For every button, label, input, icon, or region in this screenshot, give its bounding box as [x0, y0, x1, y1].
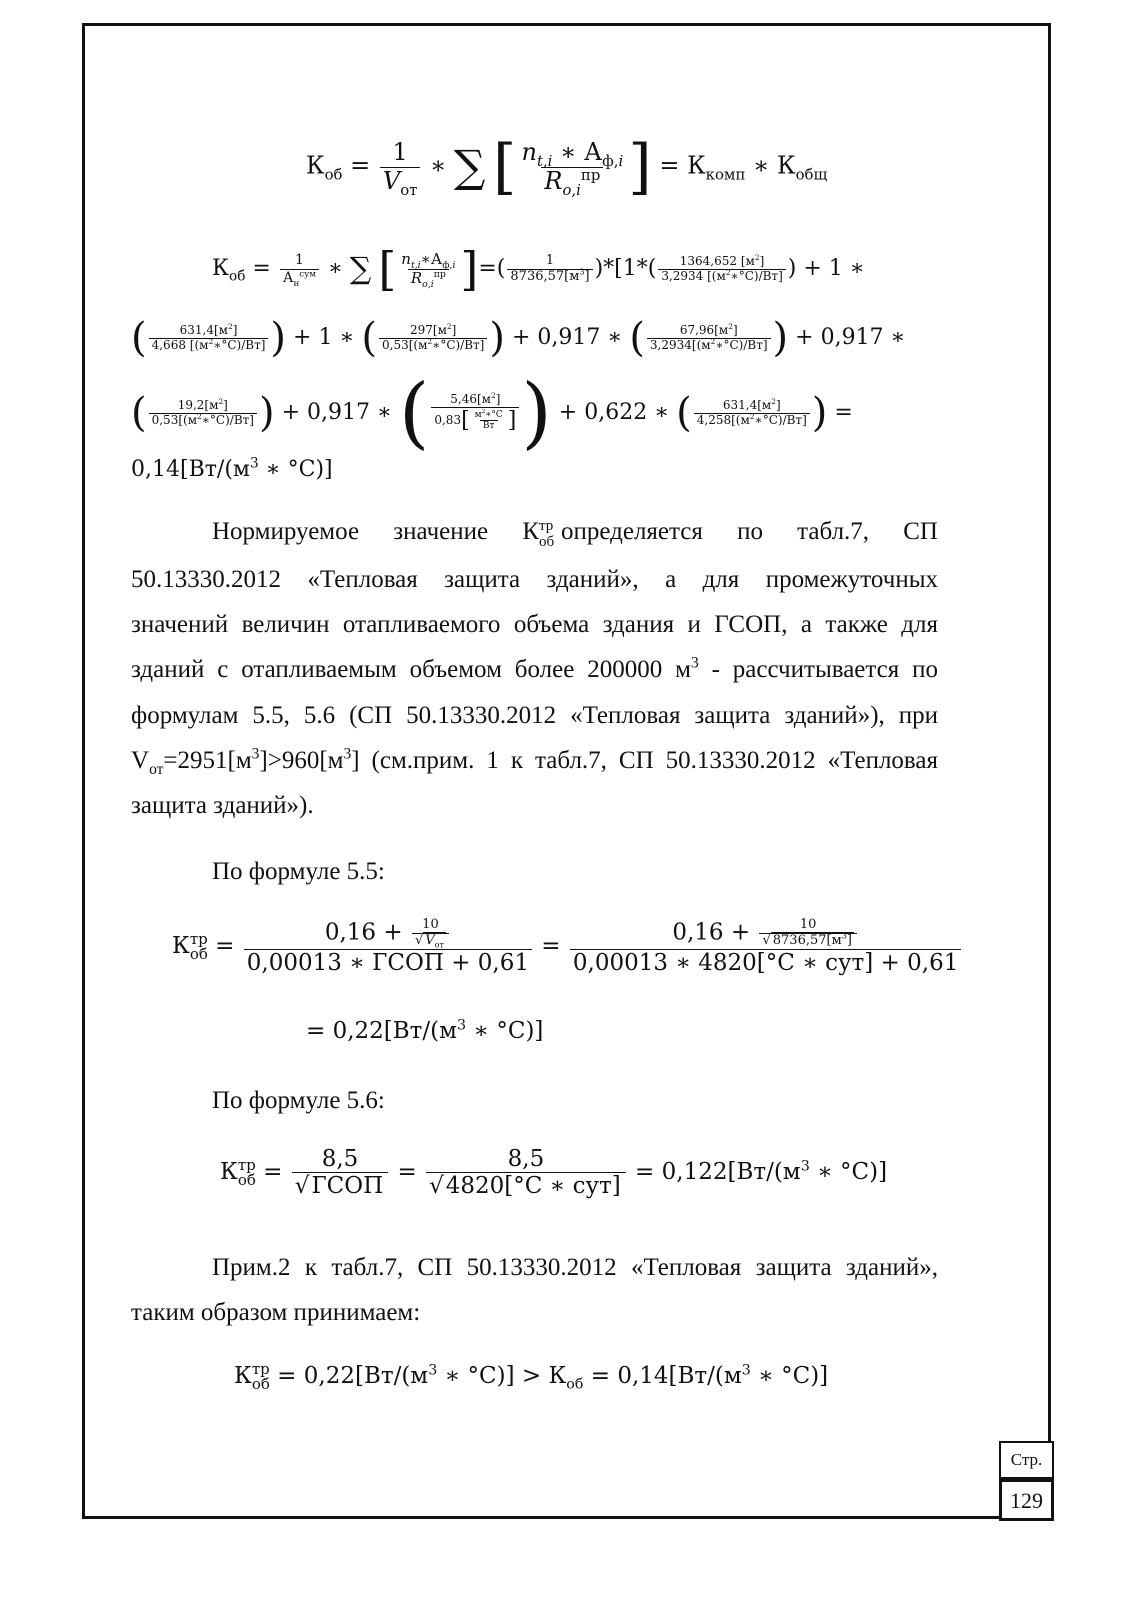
page-label-box [999, 1441, 1054, 1479]
paragraph-1-line-3: значений величин отапливаемого объема здания и ГСОП, а также для [131, 611, 938, 638]
formula-k-ob-calculation-line-2: ( $\frac{631,4[м^2]}{4,668 [(м^2∗^\circ С)/Вт]}$ ) + 1 ∗ ( $\frac{297[м^2]}{0,53[(м^2∗^\circ С)/Вт]}$ ) + 0,917 ∗ ( $\frac{67,96[м^2]}{3,2934[(м^2∗^\circ С)/Вт]}$ ) + 0,917 ∗ [131, 315, 906, 361]
formula-k-ob-calculation-line-1: $К_{об}$ = $\frac{1}{А_н^{сум}}$ ∗ ∑ [ $\frac{n_{t,i}∗А_{ф,i}}{R_{o,i}^{пр}}$ ]=( $\frac{1}{8736,57[м^3]}$ )*[1*( $\frac{1364,652 [м^2]}{3,2934 [(м^2∗^\circ С)/Вт]}$ ) + 1 ∗ [212, 242, 865, 296]
paragraph-2-line-1: Прим.2 к табл.7, СП 50.13330.2012 «Тепловая защита зданий», [212, 1254, 938, 1281]
formula-5-5-result: = $0,22[Вт/(м^3$ ∗ °С)] [306, 1017, 544, 1044]
formula-5-5-label: По формуле 5.5: [212, 858, 385, 885]
paragraph-1-line-1: Нормируемое значение К тр об определяется по табл.7, СП [212, 518, 938, 550]
formula-k-ob-calculation-line-3: ( $\frac{19,2[м^2]}{0,53[(м^2∗^\circ С)/Вт]}$ ) + 0,917 ∗ ( $5,46[м^2]$ 0,83[ $\frac{м^2∗^\circ С}{Вт}$ ] ) + 0,622 ∗ ( $\frac{631,4[м^2]}{4,258[(м^2∗^\circ С)/Вт]}$ ) = [131, 368, 853, 458]
paragraph-1-line-6: $V_{от}=2951[м^3]>960[м^3]$ (см.прим. 1 к табл.7, СП 50.13330.2012 «Тепловая [131, 745, 938, 778]
formula-5-6: К тр об = $\frac{8,5}{\text{√ГСОП}}$ = $\frac{8,5}{\text{√4820[°С ∗ сут]}}$ = $0,122[Вт/(м^3$ ∗ °С)] [220, 1146, 888, 1200]
paragraph-1-line-7: защита зданий»). [131, 792, 314, 819]
page-number-box [999, 1479, 1054, 1521]
formula-final-comparison: К тр об = $0,22[Вт/(м^3$ ∗ $^\circ С)] > К_{об} = 0,14[Вт/(м^3$ ∗ °С)] [234, 1360, 829, 1393]
paragraph-1-line-5: формулам 5.5, 5.6 (СП 50.13330.2012 «Тепловая защита зданий»), при [131, 702, 938, 729]
page-number: 129 [1010, 1488, 1043, 1513]
formula-k-ob-result: $0,14[Вт/(м^3$ ∗ °С)] [131, 455, 333, 482]
paragraph-1-line-2: 50.13330.2012 «Тепловая защита зданий», а для промежуточных [131, 566, 938, 593]
formula-5-6-label: По формуле 5.6: [212, 1087, 385, 1114]
paragraph-1-line-4: зданий с отапливаемым объемом более 200000 $м^3$ - рассчитывается по [131, 654, 938, 683]
page-label: Стр. [1010, 1450, 1043, 1469]
formula-k-ob-definition: $К_{об}$ = $\frac{1}{V_{от}}$ ∗ ∑ [ $\frac{n_{t,i} ∗ А_{ф,i}}{R_{o,i}^{пр}}$ ] = $К_{комп}$ ∗ $К_{общ}$ [306, 132, 828, 202]
formula-5-5: К тр об = 0,16 + $\frac{10}{√ V_{от}}$ 0,00013 ∗ ГСОП + 0,61 = 0,16 + $\frac{10}{√ 8736,57[м^3]}$ 0,00013 ∗ 4820[°С ∗ сут] + 0,61 [172, 918, 963, 976]
paragraph-2-line-2: таким образом принимаем: [131, 1299, 421, 1326]
